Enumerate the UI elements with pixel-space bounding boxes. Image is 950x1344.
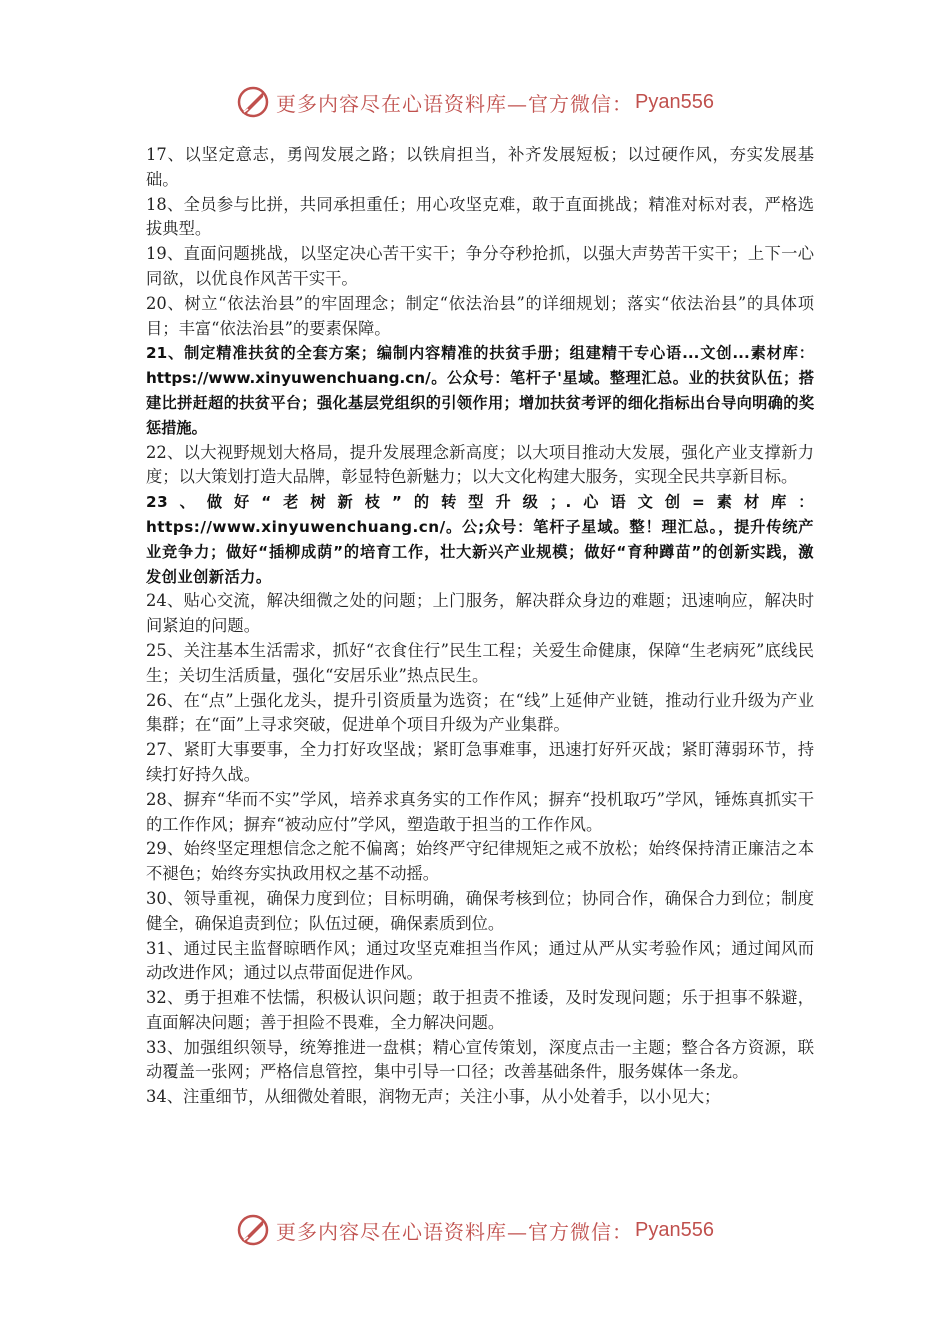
paragraph-29: 29、始终坚定理想信念之舵不偏离；始终严守纪律规矩之戒不放松；始终保持清正廉洁之本不褪色；始终夯实执政用权之基不动摇。: [146, 839, 814, 884]
watermark-banner-bottom: [0, 1210, 950, 1250]
paragraph-23: 23、做好“老树新枝”的转型升级；.心语文创=素材库：https://www.xinyuwenchuang.cn/。公;众号：笔杆子星域。整！理汇总。，提升传统产业竞争力；做好“插柳成荫”的培育工作，壮大新兴产业规模；做好“育种蹲苗”的创新实践，激发创业创新活力。: [146, 493, 814, 586]
watermark-wechat-id: Pyan556: [635, 1218, 714, 1241]
document-body: [146, 143, 814, 1110]
paragraph-31: 31、通过民主监督晾晒作风；通过攻坚克难担当作风；通过从严从实考验作风；通过闻风而动改进作风；通过以点带面促进作风。: [146, 938, 814, 983]
paragraph-19: 19、直面问题挑战，以坚定决心苦干实干；争分夺秒抢抓，以强大声势苦干实干；上下一心同欲，以优良作风苦干实干。: [146, 244, 814, 288]
watermark-banner-top: [0, 82, 950, 122]
paragraph-34: 34、注重细节，从细微处着眼，润物无声；关注小事，从小处着手，以小见大；: [146, 1087, 721, 1107]
watermark-text: 更多内容尽在心语资料库—官方微信：: [276, 91, 634, 116]
paragraph-18: 18、全员参与比拼，共同承担重任；用心攻坚克难，敢于直面挑战；精准对标对表，严格选拔典型。: [146, 194, 814, 239]
paragraph-26: 26、在“点”上强化龙头，提升引资质量为选资；在“线”上延伸产业链，推动行业升级为产业集群；在“面”上寻求突破，促进单个项目升级为产业集群。: [146, 690, 814, 735]
paragraph-17: 17、以坚定意志，勇闯发展之路；以铁肩担当，补齐发展短板；以过硬作风，夯实发展基础。: [146, 145, 814, 189]
paragraph-32: 32、勇于担难不怯懦，积极认识问题；敢于担责不推诿，及时发现问题；乐于担事不躲避，直面解决问题；善于担险不畏难，全力解决问题。: [146, 988, 814, 1032]
watermark-wechat-id: Pyan556: [635, 90, 714, 113]
paragraph-22: 22、以大视野规划大格局，提升发展理念新高度；以大项目推动大发展，强化产业支撑新力度；以大策划打造大品牌，彰显特色新魅力；以大文化构建大服务，实现全民共享新目标。: [146, 442, 814, 487]
paragraph-24: 24、贴心交流，解决细微之处的问题；上门服务，解决群众身边的难题；迅速响应，解决时间紧迫的问题。: [146, 591, 814, 636]
pen-logo-icon: [236, 1213, 270, 1247]
paragraph-28: 28、摒弃“华而不实”学风，培养求真务实的工作作风；摒弃“投机取巧”学风，锤炼真抓实干的工作作风；摒弃“被动应付”学风，塑造敢于担当的工作作风。: [146, 789, 814, 834]
paragraph-30: 30、领导重视，确保力度到位；目标明确，确保考核到位；协同合作，确保合力到位；制度健全，确保追责到位；队伍过硬，确保素质到位。: [146, 888, 814, 933]
paragraph-33: 33、加强组织领导，统筹推进一盘棋；精心宣传策划，深度点击一主题；整合各方资源，联动覆盖一张网；严格信息管控，集中引导一口径；改善基础条件，服务媒体一条龙。: [146, 1037, 814, 1082]
paragraph-20: 20、树立“依法治县”的牢固理念；制定“依法治县”的详细规划；落实“依法治县”的具体项目；丰富“依法治县”的要素保障。: [146, 293, 814, 338]
pen-logo-icon: [236, 85, 270, 119]
watermark-text: 更多内容尽在心语资料库—官方微信：: [276, 1219, 634, 1244]
paragraph-27: 27、紧盯大事要事，全力打好攻坚战；紧盯急事难事，迅速打好歼灭战；紧盯薄弱环节，持续打好持久战。: [146, 740, 814, 784]
paragraph-21: 21、制定精准扶贫的全套方案；编制内容精准的扶贫手册；组建精干专心语...文创...素材库：https://www.xinyuwenchuang.cn/。公众号：笔杆子'星域。整理汇总。业的扶贫队伍；搭建比拼赶超的扶贫平台；强化基层党组织的引领作用；增加扶贫考评的细化指标出台导向明确的奖惩措施。: [146, 344, 814, 437]
paragraph-25: 25、关注基本生活需求，抓好“衣食住行”民生工程；关爱生命健康，保障“生老病死”底线民生；关切生活质量，强化“安居乐业”热点民生。: [146, 640, 814, 685]
